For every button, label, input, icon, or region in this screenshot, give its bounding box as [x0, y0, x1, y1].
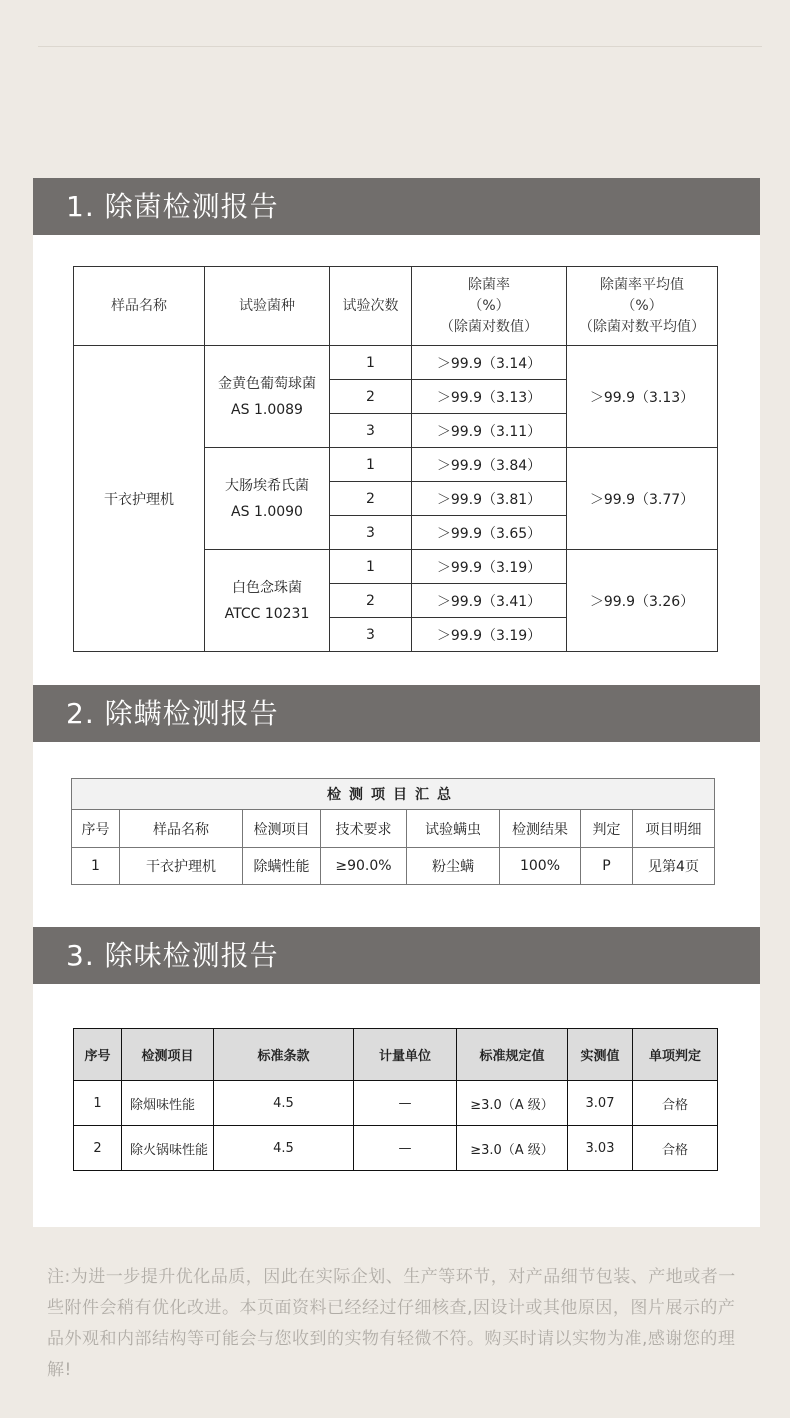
table-cell: ≥90.0%	[321, 848, 407, 885]
table-cell: 3.03	[568, 1126, 633, 1171]
rate-value: ＞99.9（3.84）	[412, 448, 567, 482]
header-avg-line1: 除菌率平均值	[600, 276, 684, 293]
table-cell: ≥3.0（A 级）	[457, 1081, 568, 1126]
trial-number: 2	[330, 584, 412, 618]
header-cell: 判定	[581, 810, 633, 848]
header-rate-line3: （除菌对数值）	[440, 318, 538, 335]
table-cell: 见第4页	[633, 848, 715, 885]
table-caption: 检测项目汇总	[72, 779, 715, 810]
table-cell: 合格	[633, 1126, 718, 1171]
table-cell: 干衣护理机	[120, 848, 243, 885]
table-cell: 除螨性能	[243, 848, 321, 885]
section-title-sterilization: 1. 除菌检测报告	[33, 178, 760, 235]
header-rate-line2: （%）	[468, 297, 510, 314]
table-caption-row	[72, 779, 715, 810]
table-cell: 除烟味性能	[122, 1081, 214, 1126]
table-row	[74, 1081, 718, 1126]
strain-cell	[205, 550, 330, 652]
header-cell: 序号	[72, 810, 120, 848]
table-row	[74, 346, 718, 380]
section-title-mite: 2. 除螨检测报告	[33, 685, 760, 742]
table-cell: 粉尘螨	[407, 848, 500, 885]
top-divider	[38, 46, 762, 47]
avg-value: ＞99.9（3.77）	[567, 448, 718, 550]
table-cell: P	[581, 848, 633, 885]
table-cell: 4.5	[214, 1126, 354, 1171]
table-cell: 1	[72, 848, 120, 885]
sterilization-table	[73, 266, 718, 652]
table-cell: —	[354, 1081, 457, 1126]
sample-name: 干衣护理机	[74, 346, 205, 652]
table-header-row	[74, 267, 718, 346]
table-row	[74, 1126, 718, 1171]
header-cell: 检测结果	[500, 810, 581, 848]
strain-cell	[205, 448, 330, 550]
strain-name: 大肠埃希氏菌	[225, 477, 309, 494]
table-row	[72, 848, 715, 885]
strain-cell	[205, 346, 330, 448]
header-cell: 技术要求	[321, 810, 407, 848]
trial-number: 3	[330, 618, 412, 652]
header-cell: 试验螨虫	[407, 810, 500, 848]
rate-value: ＞99.9（3.81）	[412, 482, 567, 516]
strain-name: 金黄色葡萄球菌	[218, 375, 316, 392]
rate-value: ＞99.9（3.65）	[412, 516, 567, 550]
rate-value: ＞99.9（3.13）	[412, 380, 567, 414]
trial-number: 1	[330, 346, 412, 380]
header-cell: 实测值	[568, 1029, 633, 1081]
header-sample: 样品名称	[74, 267, 205, 346]
header-avg-line2: （%）	[621, 297, 663, 314]
table-header-row	[72, 810, 715, 848]
header-cell: 标准规定值	[457, 1029, 568, 1081]
header-cell: 检测项目	[122, 1029, 214, 1081]
strain-code: ATCC 10231	[224, 605, 310, 622]
rate-value: ＞99.9（3.19）	[412, 618, 567, 652]
trial-number: 2	[330, 380, 412, 414]
table-cell: 100%	[500, 848, 581, 885]
header-cell: 检测项目	[243, 810, 321, 848]
header-rate-line1: 除菌率	[468, 276, 510, 293]
table-cell: —	[354, 1126, 457, 1171]
strain-name: 白色念珠菌	[232, 579, 302, 596]
section-title-odor: 3. 除味检测报告	[33, 927, 760, 984]
avg-value: ＞99.9（3.13）	[567, 346, 718, 448]
table-cell: 除火锅味性能	[122, 1126, 214, 1171]
report-card	[33, 178, 760, 1227]
trial-number: 3	[330, 414, 412, 448]
trial-number: 2	[330, 482, 412, 516]
header-cell: 样品名称	[120, 810, 243, 848]
table-cell: 2	[74, 1126, 122, 1171]
header-rate	[412, 267, 567, 346]
rate-value: ＞99.9（3.14）	[412, 346, 567, 380]
header-cell: 项目明细	[633, 810, 715, 848]
header-cell: 计量单位	[354, 1029, 457, 1081]
disclaimer-note: 注:为进一步提升优化品质，因此在实际企划、生产等环节，对产品细节包装、产地或者一些附件会稍有优化改进。本页面资料已经经过仔细核查,因设计或其他原因，图片展示的产品外观和内部结构等可能会与您收到的实物有轻微不符。购买时请以实物为准,感谢您的理解!	[47, 1267, 736, 1380]
table-header-row	[74, 1029, 718, 1081]
odor-table	[73, 1028, 718, 1171]
mite-table	[71, 778, 715, 885]
header-cell: 标准条款	[214, 1029, 354, 1081]
header-avg	[567, 267, 718, 346]
header-cell: 单项判定	[633, 1029, 718, 1081]
table-cell: 4.5	[214, 1081, 354, 1126]
strain-code: AS 1.0089	[231, 401, 303, 418]
header-strain: 试验菌种	[205, 267, 330, 346]
trial-number: 1	[330, 550, 412, 584]
rate-value: ＞99.9（3.41）	[412, 584, 567, 618]
table-cell: 合格	[633, 1081, 718, 1126]
header-cell: 序号	[74, 1029, 122, 1081]
rate-value: ＞99.9（3.11）	[412, 414, 567, 448]
table-cell: 1	[74, 1081, 122, 1126]
table-cell: ≥3.0（A 级）	[457, 1126, 568, 1171]
table-cell: 3.07	[568, 1081, 633, 1126]
header-trial: 试验次数	[330, 267, 412, 346]
trial-number: 1	[330, 448, 412, 482]
rate-value: ＞99.9（3.19）	[412, 550, 567, 584]
strain-code: AS 1.0090	[231, 503, 303, 520]
header-avg-line3: （除菌对数平均值）	[579, 318, 705, 335]
avg-value: ＞99.9（3.26）	[567, 550, 718, 652]
trial-number: 3	[330, 516, 412, 550]
